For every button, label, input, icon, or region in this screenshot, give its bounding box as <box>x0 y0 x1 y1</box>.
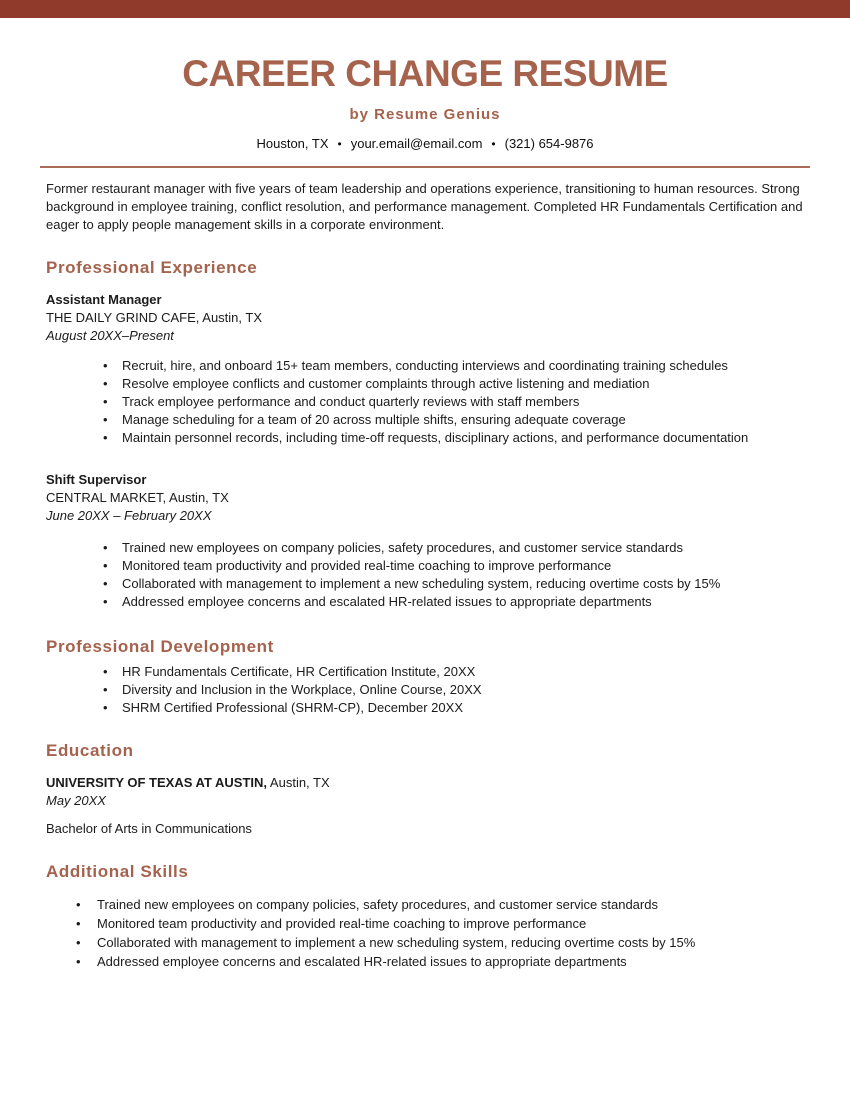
section-heading-professional-experience: Professional Experience <box>46 258 258 277</box>
section-heading-professional-development: Professional Development <box>46 637 274 656</box>
bullet-item: • Addressed employee concerns and escalated HR-related issues to appropriate departments <box>97 593 804 611</box>
job-bullet-list <box>46 539 804 611</box>
bullet-item: • Monitored team productivity and provided real-time coaching to improve performance <box>97 557 804 575</box>
bullet-item: • Addressed employee concerns and escalated HR-related issues to appropriate departments <box>76 952 804 971</box>
bullet-item: • Manage scheduling for a team of 20 across multiple shifts, ensuring adequate coverage <box>97 411 804 429</box>
summary-paragraph: Former restaurant manager with five years of team leadership and operations experience, transitioning to human resources. Strong background in employee training, conflict resolution, and performance management. Completed HR Fundamentals Certification and eager to apply people management skills in a corporate environment. <box>46 181 803 232</box>
bullet-item: • Monitored team productivity and provided real-time coaching to improve performance <box>76 914 804 933</box>
bullet-item: • Collaborated with management to implement a new scheduling system, reducing overtime costs by 15% <box>97 575 804 593</box>
job-entry-shift-supervisor <box>46 471 804 525</box>
development-bullet-list <box>46 663 804 717</box>
bullet-item: • Resolve employee conflicts and customer complaints through active listening and mediation <box>97 375 804 393</box>
resume-subtitle: by Resume Genius <box>349 106 501 123</box>
job-bullet-list <box>46 357 804 447</box>
contact-line <box>0 136 850 152</box>
section-heading-education: Education <box>46 741 134 760</box>
job-company: CENTRAL MARKET, Austin, TX <box>46 490 229 505</box>
skills-bullet-list <box>46 895 804 971</box>
bullet-item: • Recruit, hire, and onboard 15+ team members, conducting interviews and coordinating training schedules <box>97 357 804 375</box>
job-title: Shift Supervisor <box>46 472 147 487</box>
resume-body <box>0 180 850 971</box>
contact-phone: (321) 654-9876 <box>504 136 594 151</box>
job-entry-assistant-manager <box>46 291 804 345</box>
bullet-item: • HR Fundamentals Certificate, HR Certification Institute, 20XX <box>97 663 804 681</box>
resume-title: CAREER CHANGE RESUME <box>182 53 668 94</box>
education-location: Austin, TX <box>267 775 330 790</box>
bullet-separator-icon: • <box>491 137 496 151</box>
job-company: THE DAILY GRIND CAFE, Austin, TX <box>46 310 263 325</box>
job-dates: August 20XX–Present <box>46 328 174 343</box>
top-accent-bar <box>0 0 850 18</box>
education-school-name: UNIVERSITY OF TEXAS AT AUSTIN, <box>46 775 268 790</box>
job-dates: June 20XX – February 20XX <box>46 508 212 523</box>
header-divider <box>40 166 810 168</box>
education-degree: Bachelor of Arts in Communications <box>46 821 252 836</box>
bullet-item: • SHRM Certified Professional (SHRM-CP), December 20XX <box>97 699 804 717</box>
job-title: Assistant Manager <box>46 292 162 307</box>
contact-email: your.email@email.com <box>350 136 483 151</box>
bullet-item: • Maintain personnel records, including time-off requests, disciplinary actions, and performance documentation <box>97 429 804 447</box>
bullet-item: • Trained new employees on company policies, safety procedures, and customer service standards <box>97 539 804 557</box>
bullet-separator-icon: • <box>337 137 342 151</box>
resume-header <box>0 52 850 152</box>
bullet-item: • Trained new employees on company policies, safety procedures, and customer service standards <box>76 895 804 914</box>
contact-location: Houston, TX <box>256 136 329 151</box>
bullet-item: • Diversity and Inclusion in the Workplace, Online Course, 20XX <box>97 681 804 699</box>
bullet-item: • Collaborated with management to implement a new scheduling system, reducing overtime costs by 15% <box>76 933 804 952</box>
education-entry <box>46 774 804 810</box>
section-heading-additional-skills: Additional Skills <box>46 862 189 881</box>
education-school-line <box>46 774 804 792</box>
education-date: May 20XX <box>46 793 106 808</box>
bullet-item: • Track employee performance and conduct quarterly reviews with staff members <box>97 393 804 411</box>
